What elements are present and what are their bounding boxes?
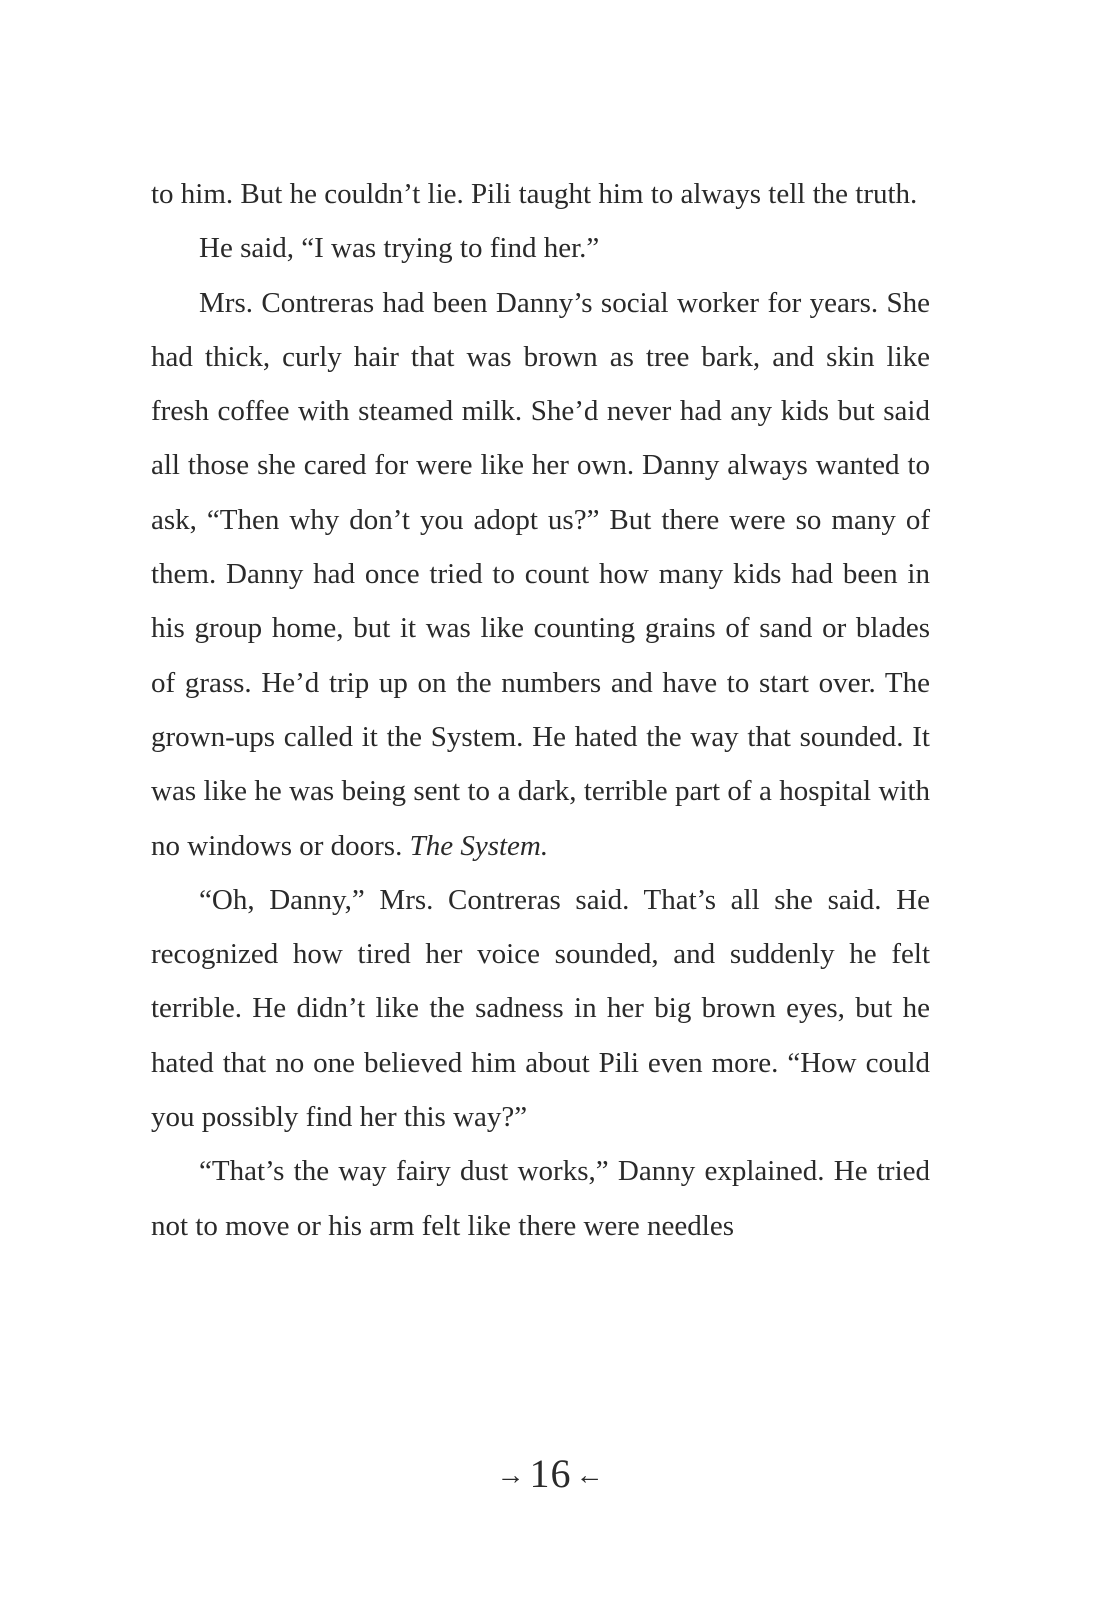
paragraph-1: to him. But he couldn’t lie. Pili taught him to always tell the truth. [151, 178, 918, 210]
paragraph-2: He said, “I was trying to find her.” [199, 232, 600, 265]
paragraph-5: “That’s the way fairy dust works,” Danny explained. He tried not to move or his arm felt like there were needles [151, 1155, 930, 1242]
page-number-folio [0, 1450, 1101, 1500]
folio-left-arrow: → [496, 1460, 526, 1491]
page-number: 16 [529, 1451, 572, 1496]
paragraph-3-italic: The System. [409, 829, 549, 862]
paragraph-3 [151, 276, 930, 873]
paragraph-4: “Oh, Danny,” Mrs. Contreras said. That’s all she said. He recognized how tired her voice sounded, and suddenly he felt terrible. He didn’t like the sadness in her big brown eyes, but he hated that no one believed him about Pili even more. “How could you possibly find her this way?” [151, 883, 930, 1134]
paragraph-3-text: Mrs. Contreras had been Danny’s social worker for years. She had thick, curly hair that was brown as tree bark, and skin like fresh coffee with steamed milk. She’d never had any kids but said all those she cared for were like her own. Danny always wanted to ask, “Then why don’t you adopt us?” But there were so many of them. Danny had once tried to count how many kids had been in his group home, but it was like counting grains of sand or blades of grass. He’d trip up on the numbers and have to start over. The grown-ups called it the System. He hated the way that sounded. It was like he was being sent to a dark, terrible part of a hospital with no windows or doors. [151, 286, 930, 862]
body-text [151, 167, 930, 1253]
folio-right-arrow: ← [575, 1460, 605, 1491]
